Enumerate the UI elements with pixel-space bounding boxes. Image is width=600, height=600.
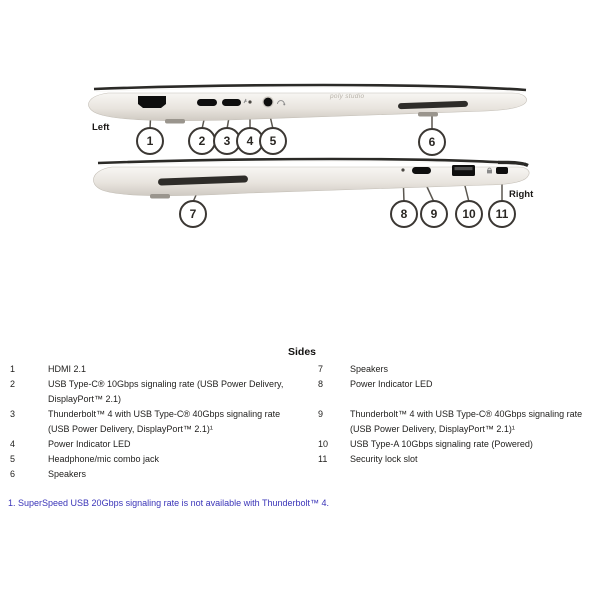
- usb-a-port-icon: [452, 165, 475, 176]
- usb-c-port-icon: [412, 167, 431, 174]
- legend-item-text: Speakers: [48, 469, 87, 479]
- legend-item-number: 9: [318, 409, 324, 419]
- callout-6-speakers: 6: [418, 128, 446, 156]
- laptop-left-side-illustration: [78, 80, 534, 130]
- usb-c-port-icon: [222, 99, 241, 106]
- power-led-icon: [248, 100, 251, 103]
- rubber-foot: [165, 119, 185, 124]
- poly-studio-logo: poly studio: [330, 93, 365, 100]
- legend-item-text: Headphone/mic combo jack: [48, 454, 160, 464]
- legend-item-number: 6: [10, 469, 16, 479]
- right-side-label: Right: [509, 189, 534, 200]
- legend-item-text: Speakers: [350, 364, 389, 374]
- legend-item-number: 10: [318, 439, 329, 449]
- legend-title: Sides: [287, 346, 316, 358]
- callout-10-usb-a: 10: [455, 200, 483, 228]
- laptop-right-side-illustration: [78, 153, 538, 203]
- laptop-side-views-diagram: [0, 0, 600, 240]
- callout-5-headphone: 5: [259, 127, 287, 155]
- legend-item-text: Power Indicator LED: [48, 439, 131, 449]
- laptop-lid-highlight: [96, 88, 524, 93]
- legend-table: [8, 362, 596, 482]
- callout-7-speakers: 7: [179, 200, 207, 228]
- legend-item-text: Thunderbolt™ 4 with USB Type-C® 40Gbps signaling rate (USB Power Delivery, DisplayPort™ 2.1)¹: [350, 409, 583, 434]
- callout-3-thunderbolt: 3: [213, 127, 241, 155]
- rubber-foot: [150, 194, 170, 199]
- legend-item-number: 4: [10, 439, 16, 449]
- callout-2-usb-c: 2: [188, 127, 216, 155]
- headphone-jack-icon: [264, 98, 273, 107]
- legend-item-text: Power Indicator LED: [350, 379, 433, 389]
- legend-item-text: USB Type-A 10Gbps signaling rate (Powered): [350, 439, 533, 449]
- legend-item-number: 3: [10, 409, 16, 419]
- hdmi-port-icon: [138, 96, 166, 108]
- legend-item-number: 1: [10, 364, 16, 374]
- legend-item-text: USB Type-C® 10Gbps signaling rate (USB Power Delivery, DisplayPort™ 2.1): [48, 379, 284, 404]
- usb-a-port-tongue: [455, 167, 473, 170]
- legend-item-number: 5: [10, 454, 16, 464]
- usb-c-port-icon: [197, 99, 217, 106]
- callout-4-power-led: 4: [236, 127, 264, 155]
- legend-item-number: [316, 467, 350, 482]
- legend-item-number: 7: [318, 364, 324, 374]
- callout-8-power-led: 8: [390, 200, 418, 228]
- legend-item-number: 11: [318, 454, 328, 464]
- callout-11-lock-slot: 11: [488, 200, 516, 228]
- legend-item-number: 8: [318, 379, 324, 389]
- legend-item-text: Thunderbolt™ 4 with USB Type-C® 40Gbps signaling rate (USB Power Delivery, DisplayPort™ 2.1)¹: [48, 409, 281, 434]
- footnote: 1. SuperSpeed USB 20Gbps signaling rate is not available with Thunderbolt™ 4.: [8, 498, 330, 508]
- sides-legend: [8, 346, 596, 482]
- power-led-icon: [401, 168, 404, 171]
- legend-item-number: 2: [10, 379, 16, 389]
- security-lock-slot-icon: [496, 167, 508, 174]
- legend-item-text: HDMI 2.1: [48, 364, 87, 374]
- callout-1-hdmi: 1: [136, 127, 164, 155]
- rubber-foot: [418, 112, 438, 117]
- headset-icon-dot: [283, 103, 285, 105]
- left-side-label: Left: [92, 122, 110, 133]
- legend-item-text: Security lock slot: [350, 454, 418, 464]
- callout-9-thunderbolt: 9: [420, 200, 448, 228]
- legend-item-text: [350, 467, 596, 482]
